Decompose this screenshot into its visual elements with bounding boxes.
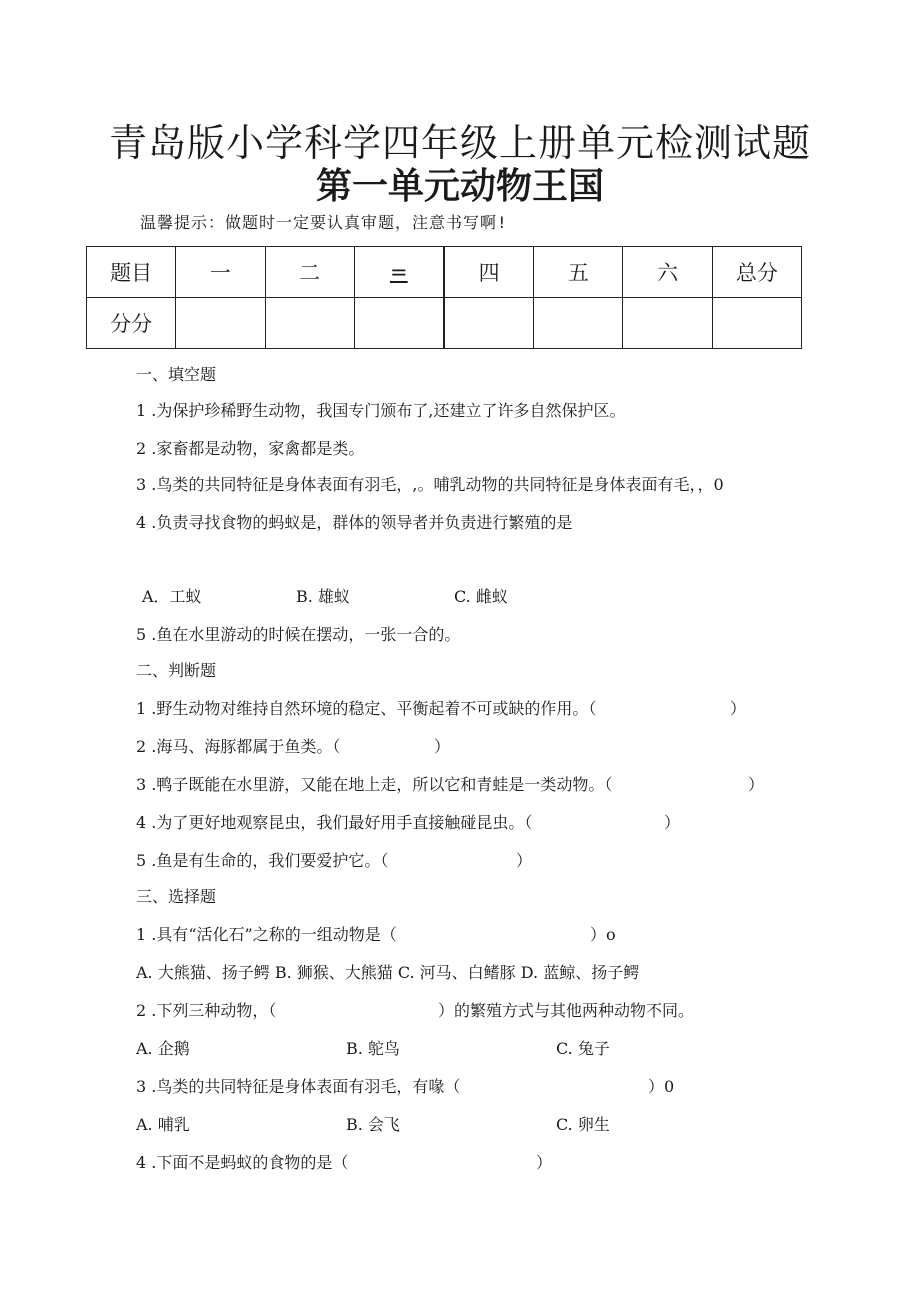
score-cell[interactable] (712, 298, 801, 349)
score-table-score-row (87, 298, 802, 349)
fill-q4-option-a: A．工蚁 (142, 587, 202, 606)
choice-q3-option-a: A. 哺乳 (136, 1115, 190, 1134)
score-cell[interactable] (265, 298, 354, 349)
score-header-cell: 六 (623, 247, 712, 298)
fill-question-1: 1 .为保护珍稀野生动物，我国专门颁布了,还建立了许多自然保护区。 (136, 401, 626, 420)
score-cell[interactable] (534, 298, 623, 349)
choice-question-1: 1 .具有“活化石”之称的一组动物是（ (136, 925, 397, 944)
choice-q4-end: ） (536, 1153, 553, 1172)
choice-question-4: 4 .下面不是蚂蚁的食物的是（ (136, 1153, 349, 1172)
judge-question-5: 5 .鱼是有生命的，我们要爱护它。（ (136, 851, 389, 870)
section-heading-judge: 二、判断题 (136, 661, 217, 680)
score-table-header-row (87, 247, 802, 298)
score-table (86, 246, 802, 349)
fill-question-5: 5 .鱼在水里游动的时候在摆动，一张一合的。 (136, 625, 461, 644)
choice-q3-option-c: C. 卵生 (556, 1115, 610, 1134)
judge-q1-close-paren: ） (730, 699, 747, 718)
fill-question-3: 3 .鸟类的共同特征是身体表面有羽毛，,。哺乳动物的共同特征是身体表面有毛，，0 (136, 475, 724, 494)
judge-q3-close-paren: ） (748, 775, 765, 794)
choice-q2-option-b: B. 鸵鸟 (346, 1039, 400, 1058)
page-subtitle: 第一单元动物王国 (315, 166, 604, 207)
score-header-cell: 五 (534, 247, 623, 298)
score-row-label: 分分 (87, 298, 176, 349)
choice-question-2: 2 .下列三种动物，（ (136, 1001, 277, 1020)
choice-q2-option-a: A. 企鹅 (136, 1039, 190, 1058)
score-header-cell: 四 (444, 247, 534, 298)
score-header-cell: 一 (176, 247, 265, 298)
choice-question-3: 3 .鸟类的共同特征是身体表面有羽毛，有喙（ (136, 1077, 461, 1096)
judge-q2-close-paren: ） (434, 737, 451, 756)
judge-question-1: 1 .野生动物对维持自然环境的稳定、平衡起着不可或缺的作用。（ (136, 699, 597, 718)
score-header-cell: 总分 (712, 247, 801, 298)
judge-q5-close-paren: ） (516, 851, 533, 870)
choice-q1-end: ）o (590, 925, 616, 944)
score-cell[interactable] (623, 298, 712, 349)
tip-text: 温馨提示：做题时一定要认真审题，注意书写啊! (140, 213, 508, 232)
choice-q2-end: ）的繁殖方式与其他两种动物不同。 (438, 1001, 695, 1020)
fill-question-4: 4 .负责寻找食物的蚂蚁是，群体的领导者并负责进行繁殖的是 (136, 513, 573, 532)
fill-question-2: 2 .家畜都是动物，家禽都是类。 (136, 439, 365, 458)
choice-q3-end: ）0 (648, 1077, 675, 1096)
score-cell[interactable] (176, 298, 265, 349)
section-heading-fill: 一、填空题 (136, 365, 217, 384)
fill-q4-option-c: C. 雌蚁 (454, 587, 508, 606)
judge-question-3: 3 .鸭子既能在水里游，又能在地上走，所以它和青蛙是一类动物。（ (136, 775, 613, 794)
page-title: 青岛版小学科学四年级上册单元检测试题 (108, 121, 811, 165)
fill-q4-option-b: B. 雄蚁 (296, 587, 350, 606)
score-header-cell: 题目 (87, 247, 176, 298)
choice-q2-option-c: C. 兔子 (556, 1039, 610, 1058)
choice-q3-option-b: B. 会飞 (346, 1115, 400, 1134)
score-cell[interactable] (354, 298, 444, 349)
score-cell[interactable] (444, 298, 534, 349)
choice-q1-options: A. 大熊猫、扬子鳄 B. 狮猴、大熊猫 C. 河马、白鳍豚 D. 蓝鲸、扬子鳄 (136, 963, 640, 982)
judge-question-4: 4 .为了更好地观察昆虫，我们最好用手直接触碰昆虫。（ (136, 813, 533, 832)
score-header-cell: = (354, 247, 444, 298)
judge-q4-close-paren: ） (664, 813, 681, 832)
section-heading-choice: 三、选择题 (136, 887, 217, 906)
score-header-cell: 二 (265, 247, 354, 298)
judge-question-2: 2 .海马、海豚都属于鱼类。（ (136, 737, 341, 756)
